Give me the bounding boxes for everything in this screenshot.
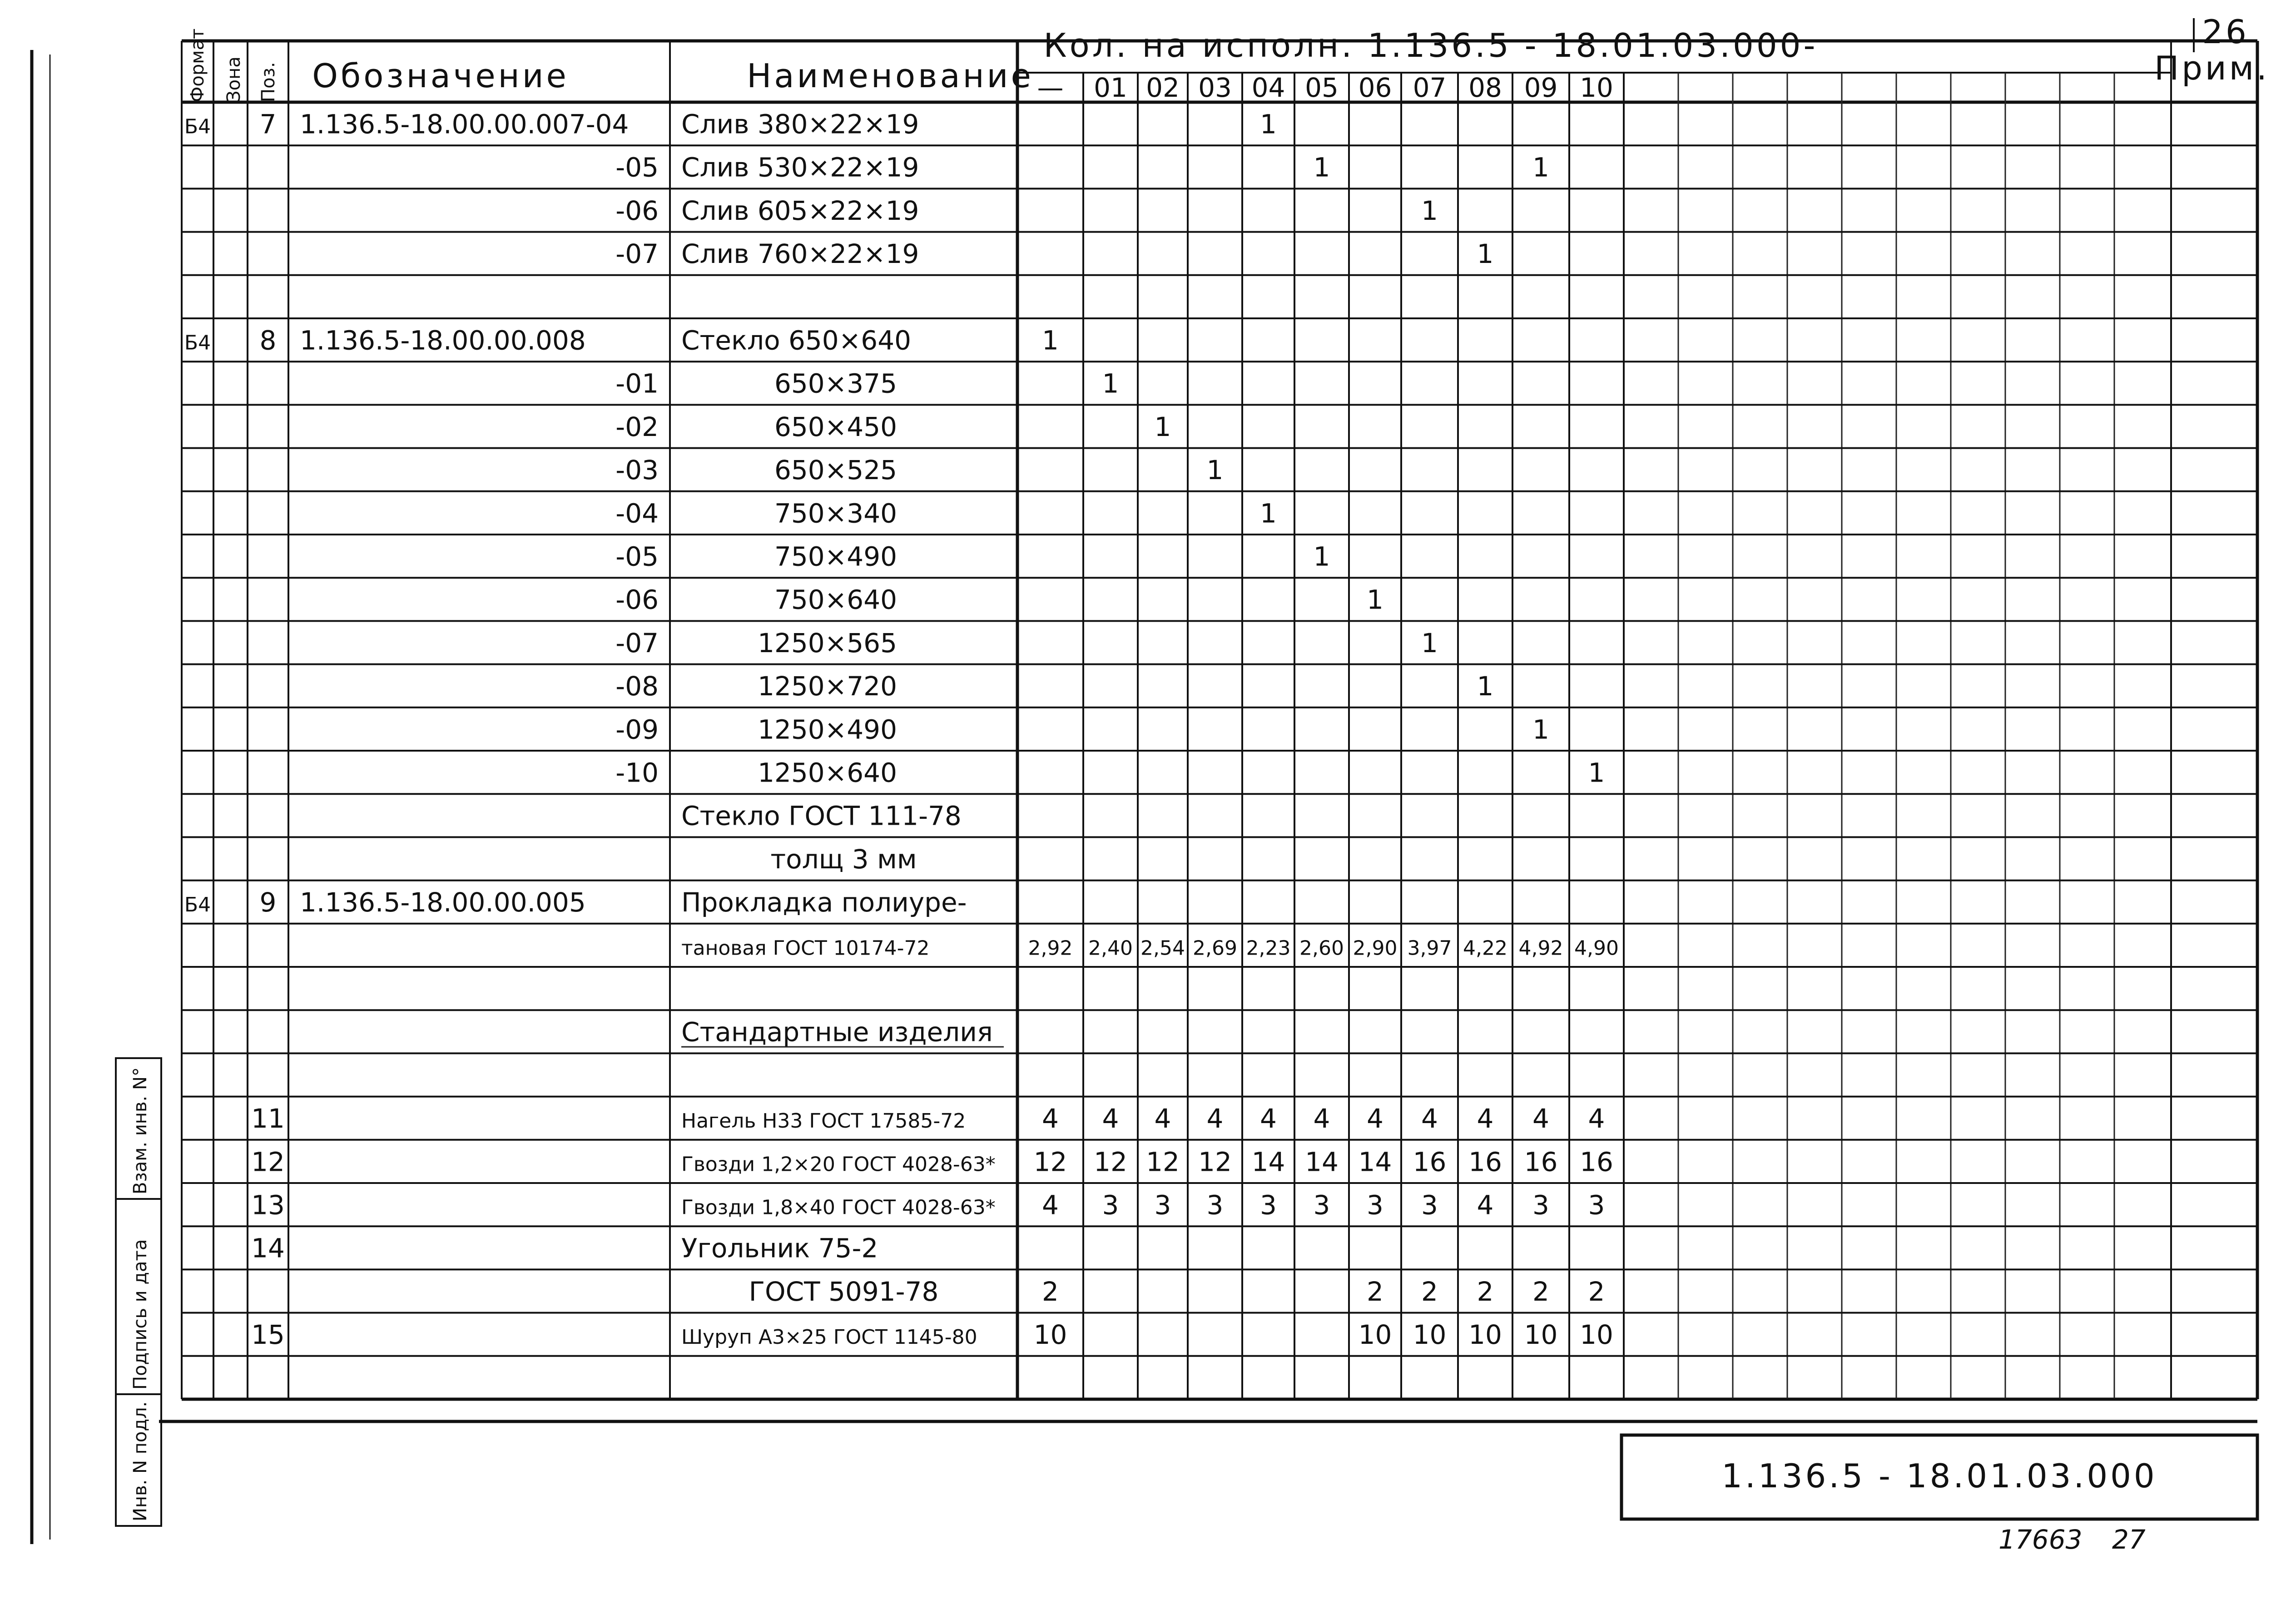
cell-qty-5: 4 — [1313, 1103, 1330, 1134]
document-code: 1.136.5 - 18.01.03.000 — [1721, 1457, 2157, 1495]
cell-qty-10: 2 — [1588, 1276, 1605, 1307]
cell-qty-9: 1 — [1532, 152, 1549, 183]
cell-qty-5: 3 — [1313, 1189, 1330, 1221]
header-name: Наименование — [747, 57, 1034, 95]
side-stamp-signature-date: Подпись и дата — [130, 1239, 151, 1390]
cell-position: 14 — [251, 1233, 285, 1264]
cell-qty-2: 3 — [1154, 1189, 1171, 1221]
cell-qty-10: 1 — [1588, 757, 1605, 788]
cell-name: Слив 605×22×19 — [681, 195, 919, 226]
cell-qty-4: 3 — [1260, 1189, 1277, 1221]
cell-qty-6: 14 — [1358, 1146, 1392, 1178]
variant-header-0: — — [1037, 72, 1064, 103]
cell-qty-6: 10 — [1358, 1319, 1392, 1351]
page-number: 26 — [2202, 13, 2249, 51]
cell-name: Слив 380×22×19 — [681, 109, 919, 140]
cell-qty-7: 1 — [1421, 195, 1438, 226]
cell-qty-5: 2,60 — [1299, 936, 1344, 960]
cell-name: 750×640 — [774, 584, 897, 615]
cell-position: 8 — [259, 325, 277, 356]
cell-name: тановая ГОСТ 10174-72 — [681, 936, 930, 960]
cell-name: 750×490 — [774, 541, 897, 572]
cell-name: Стекло ГОСТ 111-78 — [681, 800, 962, 832]
cell-qty-10: 4,90 — [1574, 936, 1619, 960]
cell-position: 11 — [251, 1103, 285, 1134]
cell-qty-9: 4 — [1532, 1103, 1549, 1134]
cell-qty-4: 1 — [1260, 109, 1277, 140]
cell-qty-6: 3 — [1367, 1189, 1383, 1221]
cell-qty-8: 1 — [1477, 671, 1494, 702]
cell-name: Гвозди 1,8×40 ГОСТ 4028-63* — [681, 1196, 996, 1219]
variant-header-5: 05 — [1305, 72, 1339, 103]
cell-designation: -09 — [615, 714, 659, 745]
cell-qty-7: 10 — [1413, 1319, 1447, 1351]
cell-name: Шуруп А3×25 ГОСТ 1145-80 — [681, 1326, 977, 1349]
cell-qty-4: 1 — [1260, 498, 1277, 529]
cell-qty-8: 10 — [1468, 1319, 1502, 1351]
cell-qty-10: 4 — [1588, 1103, 1605, 1134]
variant-header-row — [1037, 72, 1613, 103]
cell-qty-7: 3 — [1421, 1189, 1438, 1221]
cell-name: Нагель Н33 ГОСТ 17585-72 — [681, 1109, 966, 1133]
cell-qty-1: 2,40 — [1088, 936, 1133, 960]
cell-name: 650×450 — [774, 411, 897, 442]
cell-qty-7: 16 — [1413, 1146, 1447, 1178]
cell-qty-7: 4 — [1421, 1103, 1438, 1134]
cell-qty-5: 14 — [1305, 1146, 1339, 1178]
variant-header-6: 06 — [1358, 72, 1392, 103]
cell-qty-0: 4 — [1042, 1103, 1059, 1134]
cell-position: 7 — [259, 109, 277, 140]
cell-qty-3: 12 — [1198, 1146, 1232, 1178]
cell-qty-8: 16 — [1468, 1146, 1502, 1178]
cell-qty-8: 1 — [1477, 238, 1494, 270]
cell-format: Б4 — [184, 115, 211, 139]
cell-name: ГОСТ 5091-78 — [749, 1276, 939, 1307]
cell-qty-10: 10 — [1580, 1319, 1613, 1351]
cell-name: Гвозди 1,2×20 ГОСТ 4028-63* — [681, 1153, 996, 1176]
cell-qty-7: 3,97 — [1407, 936, 1452, 960]
table-row — [681, 801, 962, 832]
cell-name: Слив 760×22×19 — [681, 238, 919, 270]
cell-qty-3: 3 — [1206, 1189, 1224, 1221]
cell-name: Прокладка полиуре- — [681, 887, 967, 918]
cell-qty-2: 1 — [1154, 411, 1171, 442]
cell-qty-9: 2 — [1532, 1276, 1549, 1307]
cell-qty-0: 2 — [1042, 1276, 1059, 1307]
variant-header-2: 02 — [1146, 72, 1180, 103]
cell-name: 650×375 — [774, 368, 897, 399]
header-designation: Обозначение — [312, 57, 569, 95]
cell-qty-9: 3 — [1532, 1189, 1549, 1221]
cell-qty-6: 1 — [1367, 584, 1383, 615]
table-row — [770, 844, 917, 875]
cell-qty-8: 4,22 — [1463, 936, 1507, 960]
cell-qty-0: 12 — [1033, 1146, 1067, 1178]
cell-qty-1: 1 — [1102, 368, 1119, 399]
cell-qty-8: 2 — [1477, 1276, 1494, 1307]
cell-qty-6: 4 — [1367, 1103, 1383, 1134]
cell-qty-0: 2,92 — [1028, 936, 1073, 960]
header-format: Формат — [187, 28, 208, 102]
cell-qty-8: 4 — [1477, 1189, 1494, 1221]
cell-qty-1: 12 — [1094, 1146, 1127, 1178]
cell-name: 750×340 — [774, 498, 897, 529]
side-stamp-inv-no: Инв. N подл. — [130, 1401, 151, 1521]
cell-name: толщ 3 мм — [770, 843, 917, 875]
variant-header-3: 03 — [1198, 72, 1232, 103]
footer-note-right: 27 — [2112, 1524, 2146, 1555]
variant-header-8: 08 — [1468, 72, 1502, 103]
variant-header-1: 01 — [1094, 72, 1127, 103]
cell-designation: -01 — [615, 368, 659, 399]
cell-designation: -10 — [615, 757, 659, 788]
cell-name: Слив 530×22×19 — [681, 152, 919, 183]
cell-qty-7: 2 — [1421, 1276, 1438, 1307]
cell-qty-9: 4,92 — [1518, 936, 1563, 960]
cell-designation: -07 — [615, 627, 659, 659]
cell-qty-8: 4 — [1477, 1103, 1494, 1134]
cell-qty-10: 16 — [1580, 1146, 1613, 1178]
cell-position: 15 — [251, 1319, 285, 1351]
cell-format: Б4 — [184, 893, 211, 917]
cell-qty-4: 14 — [1251, 1146, 1285, 1178]
cell-qty-5: 1 — [1313, 541, 1330, 572]
cell-qty-1: 3 — [1102, 1189, 1119, 1221]
cell-qty-9: 16 — [1524, 1146, 1558, 1178]
cell-qty-0: 10 — [1033, 1319, 1067, 1351]
cell-designation: 1.136.5-18.00.00.008 — [300, 325, 586, 356]
footer-note-left: 17663 — [1998, 1524, 2083, 1555]
side-stamp-replace-inv: Взам. инв. N° — [130, 1067, 151, 1194]
cell-name: 1250×565 — [758, 627, 897, 659]
cell-qty-1: 4 — [1102, 1103, 1119, 1134]
cell-qty-7: 1 — [1421, 627, 1438, 659]
header-zone: Зона — [223, 56, 244, 102]
header-note: Прим. — [2154, 49, 2270, 87]
cell-qty-4: 4 — [1260, 1103, 1277, 1134]
cell-qty-4: 2,23 — [1246, 936, 1291, 960]
cell-qty-3: 4 — [1206, 1103, 1224, 1134]
cell-designation: -05 — [615, 541, 659, 572]
cell-qty-10: 3 — [1588, 1189, 1605, 1221]
variant-header-10: 10 — [1580, 72, 1613, 103]
cell-qty-2: 4 — [1154, 1103, 1171, 1134]
cell-name: 1250×490 — [758, 714, 897, 745]
cell-format: Б4 — [184, 331, 211, 355]
cell-qty-9: 10 — [1524, 1319, 1558, 1351]
cell-position: 9 — [259, 887, 277, 918]
cell-qty-0: 4 — [1042, 1189, 1059, 1221]
cell-qty-5: 1 — [1313, 152, 1330, 183]
cell-name: 1250×720 — [758, 671, 897, 702]
variant-header-4: 04 — [1251, 72, 1285, 103]
cell-designation: -02 — [615, 411, 659, 442]
cell-designation: 1.136.5-18.00.00.007-04 — [300, 109, 629, 140]
cell-name: Стандартные изделия — [681, 1016, 993, 1048]
cell-designation: -06 — [615, 195, 659, 226]
cell-designation: 1.136.5-18.00.00.005 — [300, 887, 586, 918]
cell-qty-3: 1 — [1206, 455, 1224, 486]
cell-name: Угольник 75-2 — [681, 1233, 878, 1264]
cell-designation: -06 — [615, 584, 659, 615]
cell-position: 13 — [251, 1189, 285, 1221]
variant-header-9: 09 — [1524, 72, 1558, 103]
cell-qty-6: 2,90 — [1353, 936, 1398, 960]
cell-name: Стекло 650×640 — [681, 325, 911, 356]
table-row — [681, 936, 1619, 960]
cell-qty-0: 1 — [1042, 325, 1059, 356]
header-pos: Поз. — [258, 62, 279, 102]
cell-name: 650×525 — [774, 455, 897, 486]
cell-designation: -08 — [615, 671, 659, 702]
cell-designation: -04 — [615, 498, 659, 529]
cell-designation: -07 — [615, 238, 659, 270]
cell-qty-3: 2,69 — [1193, 936, 1237, 960]
variant-header-7: 07 — [1413, 72, 1447, 103]
cell-qty-2: 2,54 — [1140, 936, 1185, 960]
table-row — [184, 887, 967, 918]
cell-position: 12 — [251, 1146, 285, 1178]
cell-name: 1250×640 — [758, 757, 897, 788]
cell-qty-6: 2 — [1367, 1276, 1383, 1307]
header-qty-title: Кол. на исполн. 1.136.5 - 18.01.03.000- — [1043, 26, 1818, 64]
cell-qty-9: 1 — [1532, 714, 1549, 745]
cell-designation: -05 — [615, 152, 659, 183]
cell-designation: -03 — [615, 455, 659, 486]
cell-qty-2: 12 — [1146, 1146, 1180, 1178]
table-row — [681, 1017, 993, 1048]
